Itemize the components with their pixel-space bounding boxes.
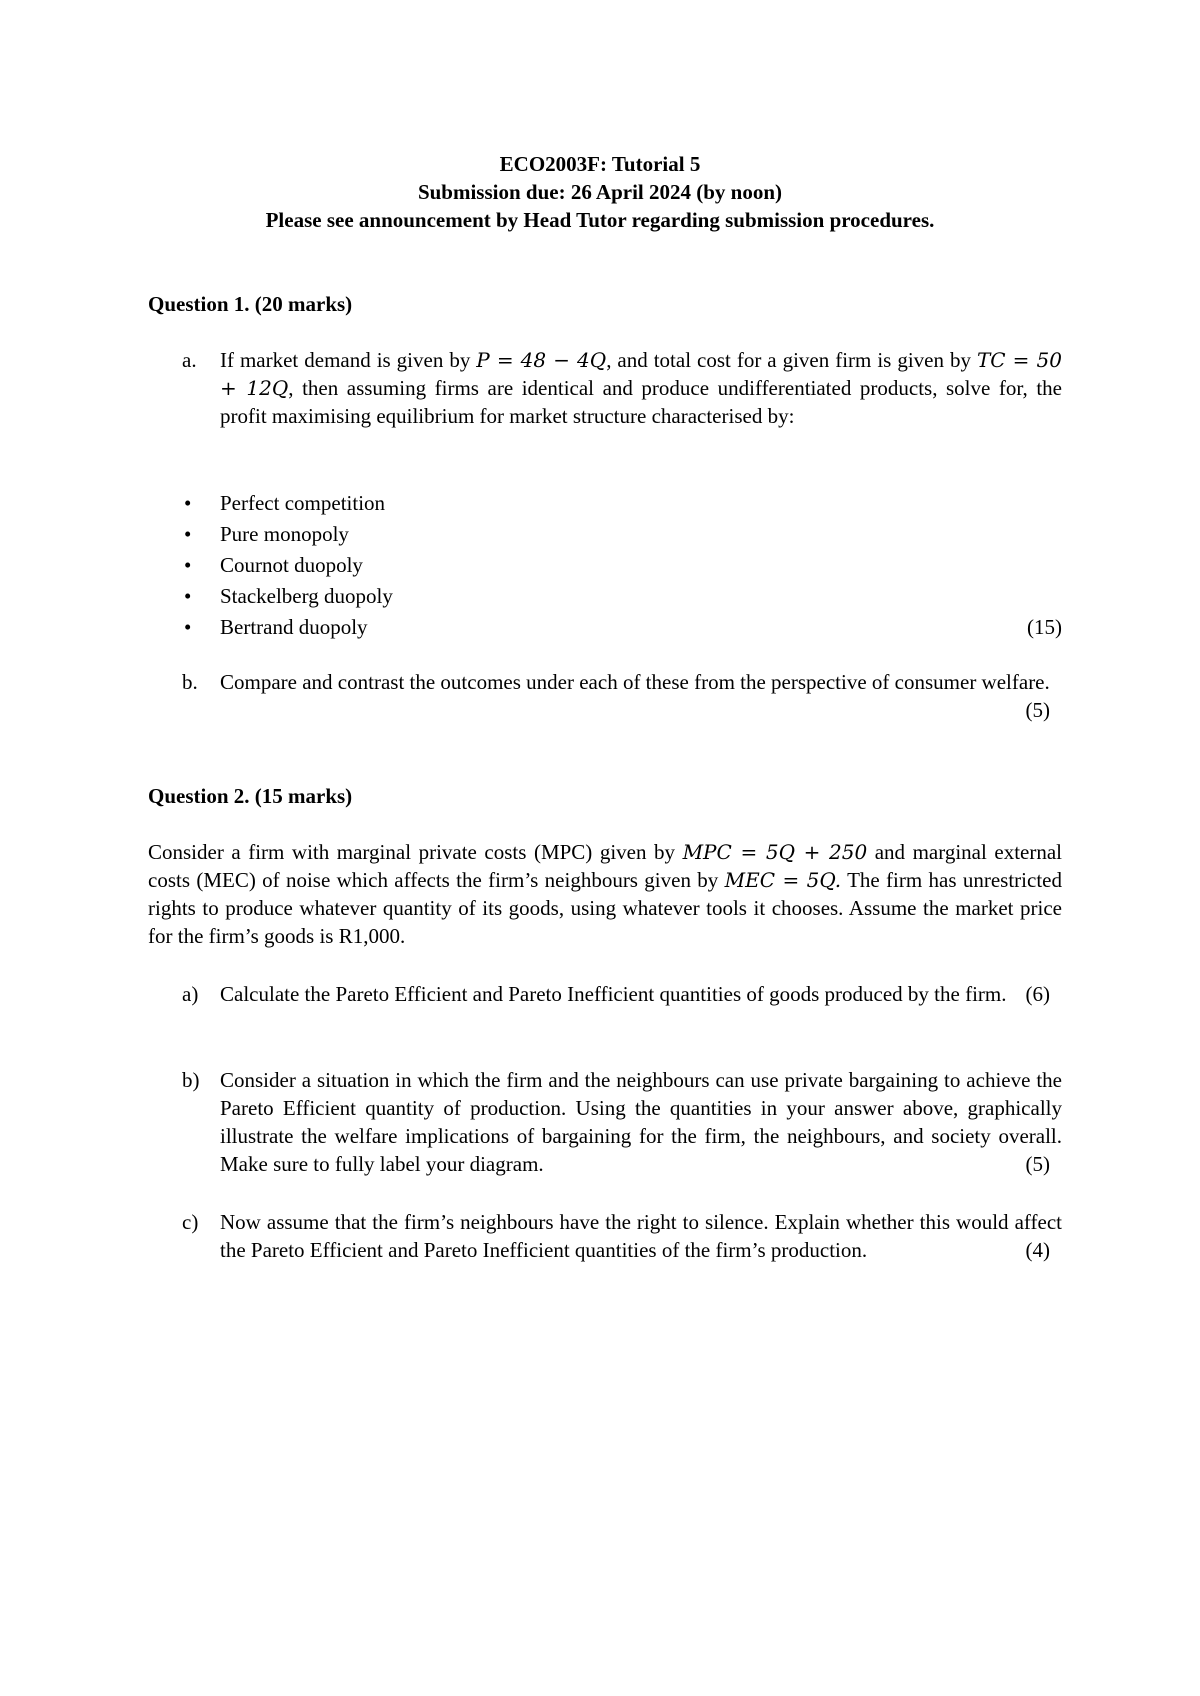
question-2-title-block <box>148 782 1062 810</box>
mec-equation: MEC = 5Q. <box>724 868 842 892</box>
total-cost-equation: TC = 50 + 12Q <box>220 348 1062 400</box>
question-2c-text: Now assume that the firm’s neighbours have the right to silence. Explain whether this would affect the Pareto Efficient and Pareto Inefficient quantities of the firm’s production. (4) <box>220 1210 1062 1262</box>
document-header <box>0 150 1200 234</box>
question-1-title: Question 1. (20 marks) <box>148 292 353 316</box>
list-item: • Perfect competition <box>184 491 386 515</box>
question-2b-label: b) <box>182 1068 200 1092</box>
question-1b-label: b. <box>182 670 198 694</box>
marks-15: (15) <box>1027 615 1062 639</box>
question-2-intro <box>148 838 1062 950</box>
list-item: • Stackelberg duopoly <box>184 584 393 608</box>
demand-equation: P = 48 − 4Q <box>476 348 607 372</box>
question-1b <box>148 668 1062 724</box>
marks-5: (5) <box>1025 698 1050 722</box>
question-1-title-block <box>148 290 1062 318</box>
market-structure-list <box>148 488 1062 643</box>
question-2a-label: a) <box>182 982 199 1006</box>
question-2a-text: Calculate the Pareto Efficient and Pareto Inefficient quantities of goods produced by the firm. (6) <box>220 982 1050 1006</box>
question-1b-text: Compare and contrast the outcomes under each of these from the perspective of consumer welfare. (5) <box>220 670 1050 722</box>
question-2c-label: c) <box>182 1210 199 1234</box>
list-item: • Bertrand duopoly (15) <box>148 612 1062 643</box>
marks-4: (4) <box>1025 1238 1050 1262</box>
question-2-title: Question 2. (15 marks) <box>148 784 353 808</box>
list-item: • Cournot duopoly <box>184 553 363 577</box>
question-2-intro-text: Consider a firm with marginal private costs (MPC) given by MPC = 5Q + 250 and marginal external costs (MEC) of noise which affects the firm’s neighbours given by MEC = 5Q. The firm has unrestricted rights to produce whatever quantity of its goods, using whatever tools it chooses. Assume the market price for the firm’s goods is R1,000. <box>148 840 1062 948</box>
question-2a <box>148 980 1062 1008</box>
question-1a <box>148 346 1062 430</box>
question-2c <box>148 1208 1062 1264</box>
mpc-equation: MPC = 5Q + 250 <box>682 840 868 864</box>
marks-6: (6) <box>1025 982 1050 1006</box>
marks-5: (5) <box>1025 1152 1050 1176</box>
submission-note: Please see announcement by Head Tutor regarding submission procedures. <box>265 208 935 232</box>
list-item: • Pure monopoly <box>184 522 349 546</box>
question-2b-text: Consider a situation in which the firm and the neighbours can use private bargaining to achieve the Pareto Efficient quantity of production. Using the quantities in your answer above, graphically illustrate the welfare implications of bargaining for the firm, the neighbours, and society overall. Make sure to fully label your diagram. (5) <box>220 1068 1062 1176</box>
question-1a-label: a. <box>182 348 197 372</box>
question-2b <box>148 1066 1062 1178</box>
question-1a-text: If market demand is given by P = 48 − 4Q, and total cost for a given firm is given by TC = 50 + 12Q, then assuming firms are identical and produce undifferentiated products, solve for, the profit maximising equilibrium for market structure characterised by: <box>220 348 1062 428</box>
submission-due: Submission due: 26 April 2024 (by noon) <box>417 180 783 204</box>
course-title: ECO2003F: Tutorial 5 <box>499 152 701 176</box>
